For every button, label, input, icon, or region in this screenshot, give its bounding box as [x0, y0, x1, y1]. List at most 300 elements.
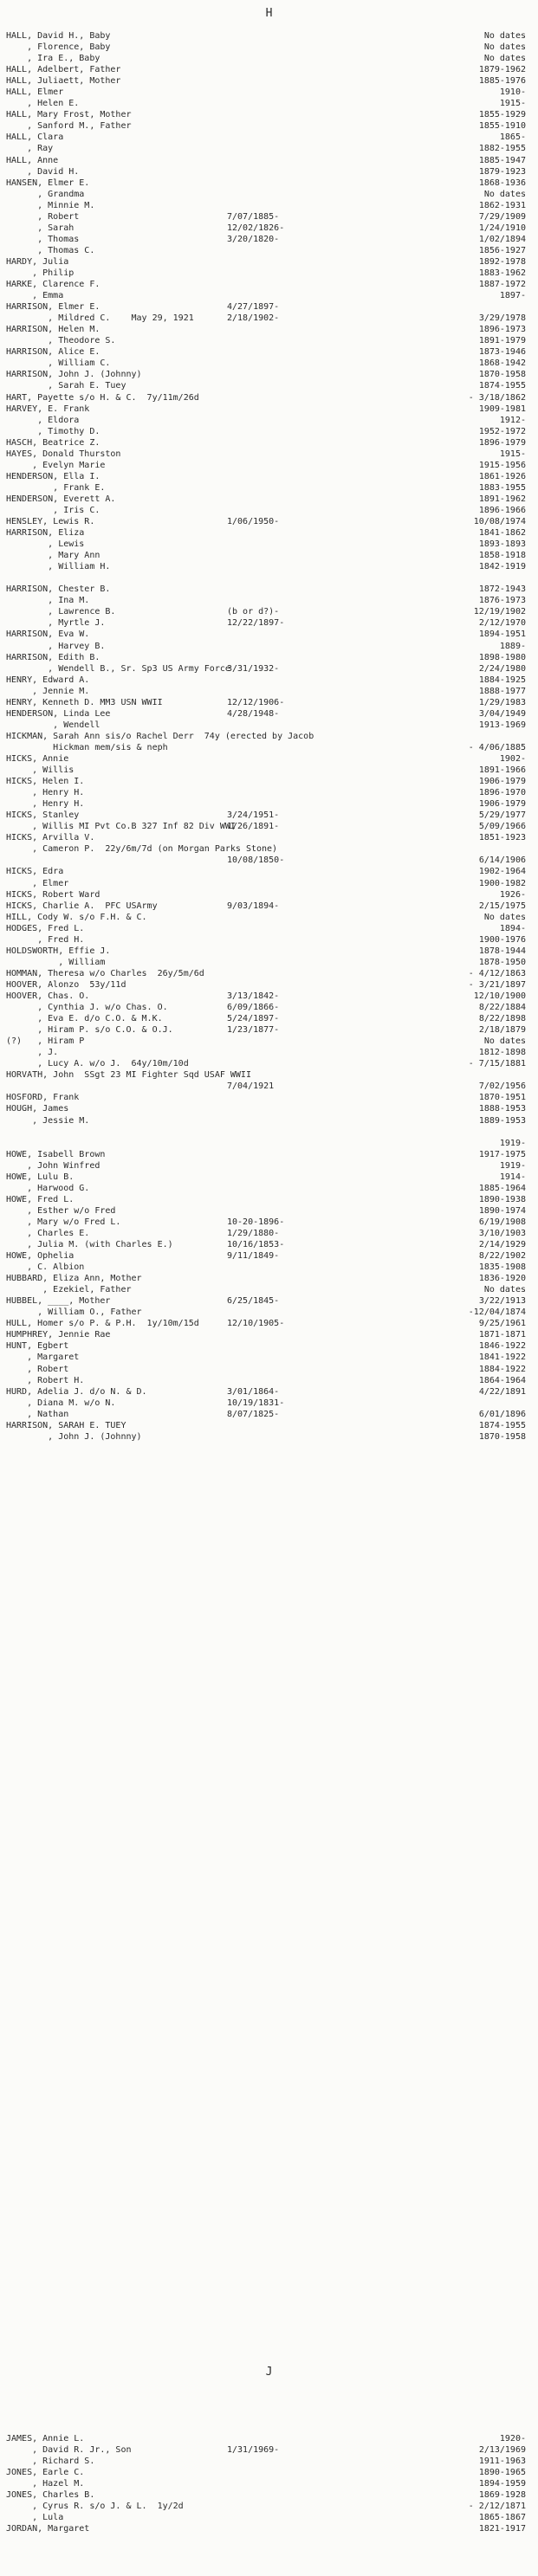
burial-entry [0, 1398, 538, 1409]
entry-name: , Harwood G. [6, 1183, 90, 1193]
entry-name: , William C. [6, 358, 111, 369]
burial-entry [0, 550, 538, 561]
entry-name: HARKE, Clarence F. [6, 280, 100, 290]
entry-birth-date: 1/31/1969- [227, 2445, 280, 2456]
entry-name: HUNT, Egbert [6, 1341, 69, 1352]
burial-entry [0, 1295, 538, 1307]
entry-dates: 1890-1965 [478, 2468, 526, 2478]
burial-entry [0, 301, 538, 313]
entry-dates: 1868-1936 [478, 178, 526, 188]
burial-entry [0, 641, 538, 652]
burial-entry [0, 313, 538, 324]
entry-name: HARRISON, Helen M. [6, 325, 100, 335]
entry-dates: 1885-1976 [478, 76, 526, 87]
burial-entry [0, 245, 538, 256]
entry-name: HOWE, Lulu B. [6, 1172, 75, 1182]
burial-entry [0, 335, 538, 346]
entry-name: , Hazel M. [6, 2479, 85, 2489]
entry-birth-date: 10/08/1850- [227, 855, 285, 866]
entry-dates: No dates [483, 54, 526, 64]
burial-entry [0, 404, 538, 415]
entry-name: , John J. (Johnny) [6, 1431, 142, 1442]
burial-entry [0, 2456, 538, 2467]
entry-name: , Esther w/o Fred [6, 1205, 116, 1216]
entry-dates: 2/24/1980 [478, 663, 526, 674]
burial-entry [0, 505, 538, 516]
entry-dates: 3/22/1913 [478, 1296, 526, 1307]
entry-dates: 1890-1974 [478, 1205, 526, 1216]
entry-dates: No dates [483, 189, 526, 199]
entry-name: JONES, Charles B. [6, 2490, 95, 2501]
burial-entry [0, 290, 538, 301]
entry-name: HICKS, Robert Ward [6, 889, 100, 900]
entry-dates: 1911-1963 [478, 2457, 526, 2467]
entry-name: HICKS, Edra [6, 867, 64, 877]
entry-name: , Elmer [6, 878, 69, 888]
entry-dates: 1891-1962 [478, 494, 526, 504]
entry-dates: 1873-1946 [478, 347, 526, 358]
entry-dates: 10/08/1974 [473, 517, 526, 527]
burial-entry [0, 708, 538, 720]
entry-name: , Richard S. [6, 2457, 95, 2467]
entry-name: HICKS, Annie [6, 754, 69, 764]
entry-name: , Cameron P. 22y/6m/7d (on Morgan Parks Stone) [6, 844, 278, 855]
burial-entry [0, 1036, 538, 1047]
entry-dates: 1870-1958 [478, 1431, 526, 1442]
entry-name: HOWE, Ophelia [6, 1251, 75, 1262]
entry-dates: 1846-1922 [478, 1341, 526, 1352]
entry-dates: 1888-1977 [478, 686, 526, 696]
entry-name: , David H. [6, 166, 80, 177]
entry-name: HALL, David H., Baby [6, 31, 111, 41]
burial-entry [0, 866, 538, 877]
burial-entry [0, 934, 538, 946]
burial-entry [0, 572, 538, 584]
burial-entry [0, 1352, 538, 1363]
burial-entry [0, 268, 538, 279]
burial-entry [0, 358, 538, 369]
entry-dates: 1891-1979 [478, 336, 526, 346]
burial-entry [0, 1318, 538, 1329]
entry-dates: 1888-1953 [478, 1104, 526, 1114]
burial-entry [0, 211, 538, 223]
burial-entry [0, 595, 538, 606]
entry-name: Hickman mem/sis & neph [6, 742, 168, 752]
entry-name: HICKMAN, Sarah Ann sis/o Rachel Derr 74y (erected by Jacob [6, 731, 314, 741]
burial-entry [0, 1284, 538, 1295]
entry-dates: 6/01/1896 [478, 1409, 526, 1419]
burial-entry [0, 234, 538, 245]
entry-name: , Eva E. d/o C.O. & M.K. [6, 1014, 163, 1024]
entry-name: , Florence, Baby [6, 42, 111, 53]
entry-dates: 1892-1978 [478, 256, 526, 267]
entry-dates: 1855-1929 [478, 110, 526, 120]
burial-entry [0, 143, 538, 154]
entry-birth-date: 3/24/1951- [227, 810, 280, 821]
entry-name: HALL, Juliaett, Mother [6, 76, 121, 87]
entry-name: , Sanford M., Father [6, 121, 132, 132]
entry-name: JONES, Earle C. [6, 2468, 85, 2478]
entry-dates: 1883-1955 [478, 482, 526, 493]
burial-entry [0, 753, 538, 765]
entry-birth-date: 10/19/1831- [227, 1398, 285, 1408]
entry-birth-date: 4/27/1897- [227, 302, 280, 313]
entry-name: , William H. [6, 562, 111, 572]
entry-dates: - 3/21/1897 [468, 979, 526, 990]
burial-entry [0, 437, 538, 449]
burial-entry [0, 697, 538, 708]
entry-name: HOWE, Fred L. [6, 1194, 75, 1204]
entry-dates: 4/22/1891 [478, 1386, 526, 1397]
entry-dates: 1865-1867 [478, 2513, 526, 2523]
entry-dates: 7/29/1909 [478, 211, 526, 222]
burial-entry [0, 912, 538, 923]
entry-dates: 1856-1927 [478, 245, 526, 255]
burial-entry [0, 1431, 538, 1443]
entry-dates: 2/15/1975 [478, 901, 526, 911]
entry-name: HALL, Clara [6, 132, 64, 143]
entry-dates: 9/25/1961 [478, 1319, 526, 1329]
entry-name: , Evelyn Marie [6, 460, 106, 470]
entry-birth-date: (b or d?)- [227, 607, 280, 617]
entry-dates: 1913-1969 [478, 720, 526, 730]
entry-dates: 1812-1898 [478, 1048, 526, 1058]
burial-entry [0, 1340, 538, 1352]
burial-entry [0, 1092, 538, 1103]
burial-entry [0, 2501, 538, 2512]
entry-name: , Myrtle J. [6, 618, 106, 629]
entry-name: , Mary Ann [6, 551, 100, 561]
entry-dates: 1864-1964 [478, 1375, 526, 1385]
entry-dates: 1906-1979 [478, 799, 526, 810]
entry-name: , Sarah E. Tuey [6, 381, 126, 391]
entry-name: , William [6, 957, 106, 967]
entry-dates: 1896-1970 [478, 788, 526, 798]
entry-name: HOOVER, Alonzo 53y/11d [6, 979, 126, 990]
entry-dates: - 7/15/1881 [468, 1059, 526, 1069]
entry-dates: 7/02/1956 [478, 1081, 526, 1092]
entry-dates: 1884-1925 [478, 675, 526, 685]
burial-entry [0, 787, 538, 798]
entry-dates: 5/29/1977 [478, 810, 526, 821]
burial-entry [0, 460, 538, 471]
entry-dates: 1920- [499, 2434, 526, 2444]
entry-dates: 1878-1944 [478, 946, 526, 956]
burial-entry [0, 155, 538, 166]
burial-entry [0, 64, 538, 75]
entry-birth-date: 7/04/1921 [227, 1081, 275, 1092]
entry-dates: 1894-1951 [478, 629, 526, 640]
burial-entry [0, 889, 538, 901]
burial-entry [0, 968, 538, 979]
entry-dates: 8/22/1898 [478, 1014, 526, 1024]
burial-entry [0, 1160, 538, 1172]
entry-name: HOWE, Isabell Brown [6, 1149, 106, 1159]
entry-dates: 1952-1972 [478, 426, 526, 436]
entry-name: , J. [6, 1048, 59, 1058]
section-h-list [0, 30, 538, 1443]
entry-dates: 3/10/1903 [478, 1228, 526, 1238]
entry-dates: 1897- [499, 291, 526, 301]
entry-birth-date: 10/16/1853- [227, 1240, 285, 1250]
burial-entry [0, 120, 538, 132]
entry-name: , C. Albion [6, 1262, 85, 1273]
burial-entry [0, 1364, 538, 1375]
burial-entry [0, 1013, 538, 1024]
entry-dates: 1896-1966 [478, 505, 526, 515]
entry-dates: 1/29/1983 [478, 697, 526, 707]
burial-entry [0, 1273, 538, 1284]
entry-name: HARVEY, E. Frank [6, 404, 90, 414]
burial-entry [0, 1081, 538, 1092]
burial-entry [0, 2444, 538, 2456]
entry-name: , Harvey B. [6, 641, 106, 651]
entry-name: , Margaret [6, 1353, 80, 1363]
burial-entry [0, 166, 538, 178]
burial-entry [0, 855, 538, 866]
entry-birth-date: 12/22/1897- [227, 618, 285, 629]
entry-dates: 1915- [499, 449, 526, 459]
burial-entry [0, 675, 538, 686]
entry-name: HENSLEY, Lewis R. [6, 517, 95, 527]
entry-name: , Minnie M. [6, 200, 95, 210]
entry-dates: 1879-1962 [478, 65, 526, 75]
entry-birth-date: 12/10/1905- [227, 1319, 285, 1329]
burial-entry [0, 1194, 538, 1205]
entry-name: HARRISON, Alice E. [6, 347, 100, 358]
burial-entry [0, 798, 538, 810]
entry-dates: 1874-1955 [478, 381, 526, 391]
entry-name: HARRISON, John J. (Johnny) [6, 370, 142, 380]
burial-entry [0, 720, 538, 731]
burial-entry [0, 1058, 538, 1069]
burial-entry [0, 1183, 538, 1194]
entry-birth-date: 3/20/1820- [227, 234, 280, 244]
burial-entry [0, 1002, 538, 1013]
entry-dates: 1914- [499, 1172, 526, 1182]
burial-entry [0, 42, 538, 53]
burial-entry [0, 686, 538, 697]
burial-entry [0, 2467, 538, 2478]
entry-birth-date: 9/11/1849- [227, 1251, 280, 1262]
burial-entry [0, 75, 538, 87]
entry-dates: 1891-1966 [478, 765, 526, 776]
burial-entry [0, 132, 538, 143]
entry-dates: 6/14/1906 [478, 855, 526, 866]
entry-dates: - 3/18/1862 [468, 392, 526, 403]
entry-dates: 1855-1910 [478, 121, 526, 132]
entry-name: , Fred H. [6, 934, 85, 945]
burial-entry [0, 53, 538, 64]
entry-dates: 1821-1917 [478, 2524, 526, 2534]
entry-name: , Ray [6, 144, 54, 154]
burial-entry [0, 256, 538, 268]
entry-name: HILL, Cody W. s/o F.H. & C. [6, 912, 147, 922]
entry-dates: 1883-1962 [478, 268, 526, 278]
entry-name: HENRY, Edward A. [6, 675, 90, 685]
burial-entry [0, 426, 538, 437]
burial-entry [0, 2523, 538, 2534]
entry-name: HOOVER, Chas. O. [6, 991, 90, 1001]
burial-entry [0, 30, 538, 42]
burial-entry [0, 1205, 538, 1217]
burial-entry [0, 629, 538, 640]
entry-name: HORVATH, John SSgt 23 MI Fighter Sqd USAF WWII [6, 1070, 251, 1081]
entry-dates: No dates [483, 1285, 526, 1295]
burial-entry [0, 494, 538, 505]
entry-name: HARRISON, Chester B. [6, 584, 111, 595]
entry-name: , Henry H. [6, 799, 85, 810]
burial-entry [0, 279, 538, 290]
burial-entry [0, 1115, 538, 1127]
entry-name: , Cyrus R. s/o J. & L. 1y/2d [6, 2502, 184, 2512]
entry-dates: 1876-1973 [478, 596, 526, 606]
entry-name: HAYES, Donald Thurston [6, 449, 121, 459]
entry-name: , Sarah [6, 223, 75, 233]
entry-name: HODGES, Fred L. [6, 923, 85, 933]
entry-name: , Philip [6, 268, 75, 278]
entry-dates: 1884-1922 [478, 1364, 526, 1374]
entry-dates: 1874-1955 [478, 1420, 526, 1430]
entry-dates: 1910- [499, 87, 526, 98]
entry-name: , Thomas C. [6, 245, 95, 255]
entry-birth-date: 1/23/1877- [227, 1025, 280, 1036]
entry-name: , Robert H. [6, 1375, 85, 1385]
entry-name: HICKS, Arvilla V. [6, 833, 95, 843]
burial-entry [0, 1375, 538, 1386]
entry-name: , Diana M. w/o N. [6, 1398, 116, 1408]
entry-birth-date: 1/26/1891- [227, 822, 280, 832]
entry-name: , Ezekiel, Father [6, 1285, 132, 1295]
entry-dates: 12/19/1902 [473, 607, 526, 617]
burial-entry [0, 821, 538, 832]
burial-entry [0, 527, 538, 539]
burial-entry [0, 1409, 538, 1420]
entry-dates: 1842-1919 [478, 562, 526, 572]
burial-entry [0, 1069, 538, 1081]
entry-dates: 1836-1920 [478, 1274, 526, 1284]
entry-dates: 1898-1980 [478, 652, 526, 662]
entry-dates: 1917-1975 [478, 1149, 526, 1159]
burial-entry [0, 415, 538, 426]
burial-entry [0, 663, 538, 675]
entry-name: HURD, Adelia J. d/o N. & D. [6, 1386, 147, 1397]
burial-entry [0, 1172, 538, 1183]
entry-name: , Thomas [6, 234, 80, 244]
burial-entry [0, 957, 538, 968]
entry-name: HANSEN, Elmer E. [6, 178, 90, 188]
entry-dates: 1885-1947 [478, 155, 526, 165]
burial-entry [0, 843, 538, 855]
entry-name: HUMPHREY, Jennie Rae [6, 1330, 111, 1340]
entry-dates: 1879-1923 [478, 166, 526, 177]
entry-name: HARRISON, SARAH E. TUEY [6, 1420, 126, 1430]
burial-entry [0, 324, 538, 335]
section-j-list [0, 2433, 538, 2534]
entry-dates: No dates [483, 42, 526, 53]
entry-name: HARDY, Julia [6, 256, 69, 267]
entry-dates: 3/29/1978 [478, 313, 526, 324]
entry-name: JORDAN, Margaret [6, 2524, 90, 2534]
entry-dates: No dates [483, 912, 526, 922]
entry-name: , Frank E. [6, 482, 106, 493]
entry-dates: 1841-1922 [478, 1353, 526, 1363]
entry-name: , Wendell [6, 720, 100, 730]
burial-entry [0, 946, 538, 957]
entry-name: HUBBARD, Eliza Ann, Mother [6, 1274, 142, 1284]
entry-dates: 1889-1953 [478, 1115, 526, 1126]
entry-name: , Timothy D. [6, 426, 100, 436]
entry-dates: 8/22/1884 [478, 1003, 526, 1013]
burial-entry [0, 742, 538, 753]
burial-entry [0, 1250, 538, 1262]
burial-entry [0, 98, 538, 109]
burial-entry [0, 1307, 538, 1318]
entry-name: HARRISON, Eva W. [6, 629, 90, 640]
entry-name: , Emma [6, 291, 64, 301]
entry-dates: 1890-1938 [478, 1194, 526, 1204]
entry-dates: 1869-1928 [478, 2490, 526, 2501]
entry-name: , Iris C. [6, 505, 100, 515]
entry-name: , Hiram P. s/o C.O. & O.J. [6, 1025, 173, 1036]
burial-entry [0, 991, 538, 1002]
entry-dates: 1900-1982 [478, 878, 526, 888]
entry-dates: 1862-1931 [478, 200, 526, 210]
entry-name: , Willis MI Pvt Co.B 327 Inf 82 Div WWI [6, 822, 236, 832]
burial-entry [0, 2478, 538, 2489]
entry-dates: 1870-1951 [478, 1093, 526, 1103]
entry-birth-date: 5/24/1897- [227, 1014, 280, 1024]
entry-dates: 1861-1926 [478, 471, 526, 481]
entry-dates: 1919- [499, 1160, 526, 1171]
entry-name: , Theodore S. [6, 336, 116, 346]
entry-dates: 1926- [499, 889, 526, 900]
entry-name: , David R. Jr., Son [6, 2445, 132, 2456]
burial-entry [0, 1103, 538, 1114]
burial-entry [0, 449, 538, 460]
entry-dates: 1906-1979 [478, 777, 526, 787]
burial-entry [0, 482, 538, 494]
entry-dates: 8/22/1902 [478, 1251, 526, 1262]
entry-name: , Mary w/o Fred L. [6, 1217, 121, 1227]
entry-dates: 1915-1956 [478, 460, 526, 470]
entry-dates: 1915- [499, 99, 526, 109]
burial-entry [0, 1024, 538, 1036]
entry-name: HALL, Anne [6, 155, 59, 165]
section-letter-j: J [265, 2366, 273, 2379]
entry-dates: 2/13/1969 [478, 2445, 526, 2456]
entry-dates: 1909-1981 [478, 404, 526, 414]
burial-entry [0, 561, 538, 572]
burial-entry [0, 1239, 538, 1250]
burial-entry [0, 2489, 538, 2501]
entry-name: , Lewis [6, 539, 85, 550]
entry-name: JAMES, Annie L. [6, 2434, 85, 2444]
entry-name: HALL, Adelbert, Father [6, 65, 121, 75]
entry-name: HARRISON, Elmer E. [6, 302, 100, 313]
entry-name: , Nathan [6, 1409, 69, 1419]
entry-name: HUBBEL, ____, Mother [6, 1296, 111, 1307]
entry-dates: - 4/12/1863 [468, 968, 526, 978]
entry-name: HOSFORD, Frank [6, 1093, 80, 1103]
burial-entry [0, 471, 538, 482]
entry-name: , Ina M. [6, 596, 90, 606]
burial-entry [0, 923, 538, 934]
entry-birth-date: 1/06/1950- [227, 517, 280, 527]
entry-dates: 1878-1950 [478, 957, 526, 967]
burial-entry [0, 901, 538, 912]
entry-name: HALL, Mary Frost, Mother [6, 110, 132, 120]
